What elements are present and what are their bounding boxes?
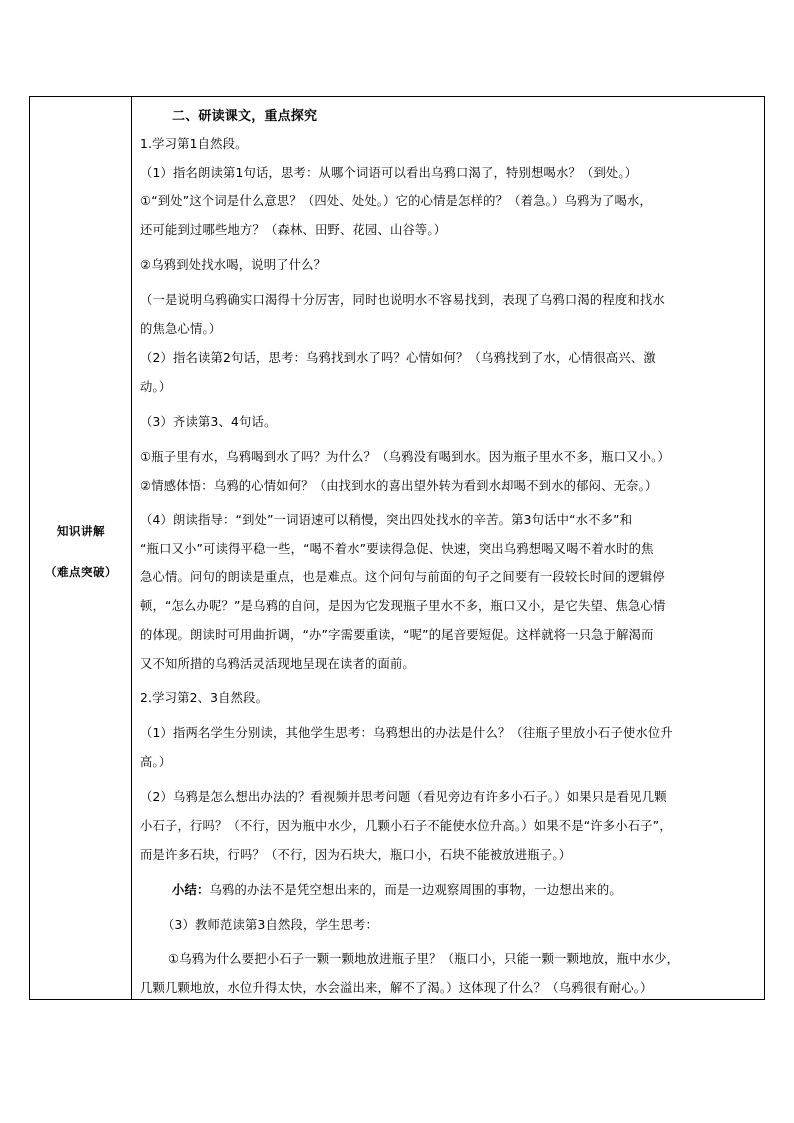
text-line: （1）指名朗读第1句话，思考：从哪个词语可以看出乌鸦口渴了，特别想喝水？（到处。） xyxy=(140,166,638,180)
summary-line xyxy=(172,880,622,898)
text-line: （1）指两名学生分别读，其他学生思考：乌鸦想出的办法是什么？（往瓶子里放小石子使水位升 xyxy=(140,726,673,740)
text-line: 而是许多石块，行吗？（不行，因为石块大，瓶口小，石块不能被放进瓶子。） xyxy=(140,848,572,862)
text-line: 的体现。朗读时可用曲折调，“办”字需要重读，“呢”的尾音要短促。这样就将一只急于解渴而 xyxy=(140,628,654,642)
text-line: （2）乌鸦是怎么想出办法的？看视频并思考问题（看见旁边有许多小石子。）如果只是看见几颗 xyxy=(140,790,667,804)
text-line: 顿，“怎么办呢？”是乌鸦的自问，是因为它发现瓶子里水不多，瓶口又小，是它失望、焦急心情 xyxy=(140,599,666,613)
text-line: 动。） xyxy=(140,380,172,394)
left-label-sub: （难点突破） xyxy=(45,565,117,579)
text-line: 几颗几颗地放，水位升得太快，水会溢出来，解不了渴。）这体现了什么？（乌鸦很有耐心。） xyxy=(140,981,653,995)
lesson-table xyxy=(29,96,765,1000)
text-line: ②乌鸦到处找水喝，说明了什么？ xyxy=(140,258,327,272)
left-label-main: 知识讲解 xyxy=(57,524,105,538)
text-line: （一是说明乌鸦确实口渴得十分厉害，同时也说明水不容易找到，表现了乌鸦口渴的程度和找水 xyxy=(140,293,665,307)
text-line: 急心情。问句的朗读是重点，也是难点。这个问句与前面的句子之间要有一段较长时间的逻辑停 xyxy=(140,570,665,584)
section-heading: 二、研读课文，重点探究 xyxy=(172,109,318,124)
text-line: 1.学习第1自然段。 xyxy=(140,137,248,151)
text-line: （2）指名读第2句话，思考：乌鸦找到水了吗？心情如何？（乌鸦找到了水，心情很高兴、激 xyxy=(140,351,656,365)
text-line: 高。） xyxy=(140,755,172,769)
text-line: ②情感体悟：乌鸦的心情如何？（由找到水的喜出望外转为看到水却喝不到水的郁闷、无奈。） xyxy=(140,479,658,493)
summary-text: 乌鸦的办法不是凭空想出来的，而是一边观察周围的事物，一边想出来的。 xyxy=(209,883,622,897)
text-line: ①“到处”这个词是什么意思？（四处、处处。）它的心情是怎样的？（着急。）乌鸦为了喝水， xyxy=(140,194,652,208)
text-line: “瓶口又小”可读得平稳一些，“喝不着水”要读得急促、快速，突出乌鸦想喝又喝不着水时的焦 xyxy=(140,542,654,556)
left-column xyxy=(30,97,132,999)
summary-label: 小结： xyxy=(172,883,210,897)
text-line: （3）教师范读第3自然段，学生思考： xyxy=(162,918,378,932)
text-line: 小石子，行吗？（不行，因为瓶中水少，几颗小石子不能使水位升高。）如果不是“许多小石子”， xyxy=(140,819,672,833)
text-line: ①乌鸦为什么要把小石子一颗一颗地放进瓶子里？（瓶口小，只能一颗一颗地放，瓶中水少， xyxy=(168,952,680,966)
text-line: 还可能到过哪些地方？（森林、田野、花园、山谷等。） xyxy=(140,223,447,237)
text-line: ①瓶子里有水，乌鸦喝到水了吗？为什么？（乌鸦没有喝到水。因为瓶子里水不多，瓶口又小。） xyxy=(140,450,670,464)
text-line: （3）齐读第3、4句话。 xyxy=(140,415,277,429)
text-line: 又不知所措的乌鸦活灵活现地呈现在读者的面前。 xyxy=(140,657,415,671)
text-line: 的焦急心情。） xyxy=(140,322,222,336)
text-line: 2.学习第2、3自然段。 xyxy=(140,691,269,705)
text-line: （4）朗读指导：“到处”一词语速可以稍慢，突出四处找水的辛苦。第3句话中“水不多”和 xyxy=(140,513,633,527)
